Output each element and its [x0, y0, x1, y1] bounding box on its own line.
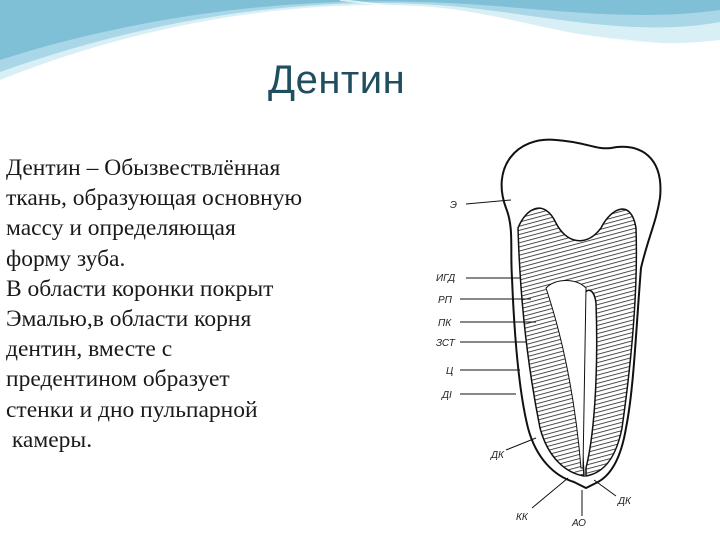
label-dk-left: ДК: [491, 450, 504, 461]
body-line: ткань, образующая основную: [6, 185, 303, 212]
body-line: В области коронки покрыт: [6, 275, 274, 302]
body-line: предентином образует: [6, 366, 230, 393]
body-line: форму зуба.: [6, 245, 126, 272]
tooth-diagram: [436, 128, 720, 538]
label-pk: ПК: [438, 318, 452, 329]
body-line: стенки и дно пульпарной: [6, 396, 258, 423]
label-dk-right: ДК: [618, 496, 631, 507]
body-line: Дентин – Обызвествлённая: [6, 155, 281, 181]
label-e: Э: [450, 200, 457, 211]
label-kk: КК: [516, 512, 528, 523]
label-ao: АО: [572, 518, 586, 529]
body-line: камеры.: [6, 426, 93, 453]
slide-title: Дентин: [268, 58, 406, 102]
label-ts: Ц: [446, 366, 454, 377]
body-line: массу и определяющая: [6, 215, 236, 242]
label-rp: РП: [438, 295, 452, 306]
label-di: ДI: [442, 390, 452, 401]
label-igd: ИГД: [436, 273, 456, 284]
body-line: дентин, вместе с: [6, 336, 173, 363]
body-line: Эмалью,в области корня: [6, 306, 252, 333]
label-zst: ЗСТ: [436, 338, 455, 349]
body-text: [6, 153, 396, 455]
